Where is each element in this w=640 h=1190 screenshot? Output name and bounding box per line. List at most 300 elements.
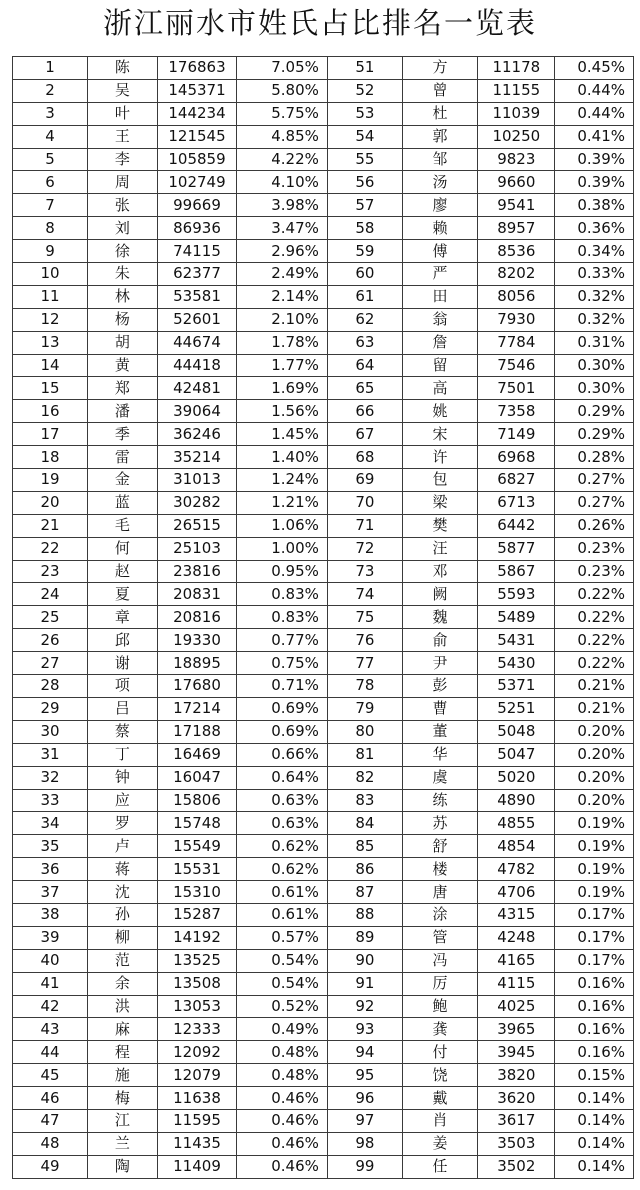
rank-cell: 24	[13, 583, 88, 606]
rank-cell: 64	[327, 354, 402, 377]
percentage-cell: 0.22%	[555, 606, 634, 629]
percentage-cell: 0.19%	[555, 812, 634, 835]
count-cell: 9823	[478, 148, 555, 171]
surname-cell: 冯	[403, 949, 478, 972]
percentage-cell: 0.83%	[237, 583, 328, 606]
rank-cell: 85	[327, 835, 402, 858]
surname-cell: 留	[403, 354, 478, 377]
percentage-cell: 0.44%	[555, 102, 634, 125]
count-cell: 14192	[157, 926, 237, 949]
surname-cell: 孙	[88, 903, 158, 926]
surname-cell: 梅	[88, 1087, 158, 1110]
percentage-cell: 0.48%	[237, 1041, 328, 1064]
table-row	[13, 469, 634, 492]
count-cell: 4315	[478, 903, 555, 926]
percentage-cell: 0.66%	[237, 743, 328, 766]
surname-cell: 邹	[403, 148, 478, 171]
rank-cell: 5	[13, 148, 88, 171]
percentage-cell: 0.54%	[237, 949, 328, 972]
surname-cell: 季	[88, 423, 158, 446]
count-cell: 15748	[157, 812, 237, 835]
count-cell: 3945	[478, 1041, 555, 1064]
surname-cell: 翁	[403, 308, 478, 331]
rank-cell: 97	[327, 1109, 402, 1132]
percentage-cell: 0.20%	[555, 720, 634, 743]
rank-cell: 20	[13, 491, 88, 514]
table-row	[13, 1018, 634, 1041]
count-cell: 11039	[478, 102, 555, 125]
surname-cell: 魏	[403, 606, 478, 629]
percentage-cell: 0.57%	[237, 926, 328, 949]
rank-cell: 47	[13, 1109, 88, 1132]
count-cell: 4890	[478, 789, 555, 812]
rank-cell: 57	[327, 194, 402, 217]
count-cell: 20816	[157, 606, 237, 629]
surname-cell: 饶	[403, 1064, 478, 1087]
percentage-cell: 0.19%	[555, 835, 634, 858]
rank-cell: 76	[327, 629, 402, 652]
surname-cell: 曹	[403, 697, 478, 720]
table-row	[13, 423, 634, 446]
table-row	[13, 972, 634, 995]
percentage-cell: 0.54%	[237, 972, 328, 995]
rank-cell: 90	[327, 949, 402, 972]
rank-cell: 98	[327, 1132, 402, 1155]
count-cell: 6827	[478, 469, 555, 492]
percentage-cell: 0.16%	[555, 1041, 634, 1064]
rank-cell: 15	[13, 377, 88, 400]
count-cell: 5431	[478, 629, 555, 652]
rank-cell: 22	[13, 537, 88, 560]
percentage-cell: 0.17%	[555, 949, 634, 972]
table-row	[13, 926, 634, 949]
rank-cell: 42	[13, 995, 88, 1018]
surname-cell: 麻	[88, 1018, 158, 1041]
table-row	[13, 995, 634, 1018]
percentage-cell: 0.33%	[555, 263, 634, 286]
surname-cell: 夏	[88, 583, 158, 606]
rank-cell: 31	[13, 743, 88, 766]
rank-cell: 25	[13, 606, 88, 629]
surname-cell: 蔡	[88, 720, 158, 743]
table-row	[13, 240, 634, 263]
surname-cell: 樊	[403, 514, 478, 537]
percentage-cell: 0.27%	[555, 491, 634, 514]
surname-cell: 付	[403, 1041, 478, 1064]
surname-cell: 洪	[88, 995, 158, 1018]
surname-cell: 毛	[88, 514, 158, 537]
count-cell: 7930	[478, 308, 555, 331]
rank-cell: 88	[327, 903, 402, 926]
count-cell: 11178	[478, 57, 555, 80]
count-cell: 5877	[478, 537, 555, 560]
percentage-cell: 0.17%	[555, 926, 634, 949]
rank-cell: 18	[13, 446, 88, 469]
rank-cell: 27	[13, 652, 88, 675]
percentage-cell: 0.39%	[555, 148, 634, 171]
rank-cell: 63	[327, 331, 402, 354]
percentage-cell: 1.21%	[237, 491, 328, 514]
rank-cell: 33	[13, 789, 88, 812]
count-cell: 23816	[157, 560, 237, 583]
count-cell: 9541	[478, 194, 555, 217]
percentage-cell: 0.20%	[555, 743, 634, 766]
rank-cell: 14	[13, 354, 88, 377]
surname-cell: 金	[88, 469, 158, 492]
table-body	[13, 57, 634, 1179]
rank-cell: 11	[13, 285, 88, 308]
surname-cell: 罗	[88, 812, 158, 835]
percentage-cell: 0.14%	[555, 1087, 634, 1110]
percentage-cell: 0.75%	[237, 652, 328, 675]
rank-cell: 35	[13, 835, 88, 858]
count-cell: 3620	[478, 1087, 555, 1110]
percentage-cell: 0.32%	[555, 285, 634, 308]
surname-cell: 高	[403, 377, 478, 400]
count-cell: 25103	[157, 537, 237, 560]
count-cell: 12333	[157, 1018, 237, 1041]
table-row	[13, 194, 634, 217]
count-cell: 6968	[478, 446, 555, 469]
table-row	[13, 57, 634, 80]
count-cell: 42481	[157, 377, 237, 400]
table-row	[13, 400, 634, 423]
rank-cell: 74	[327, 583, 402, 606]
count-cell: 7546	[478, 354, 555, 377]
percentage-cell: 2.49%	[237, 263, 328, 286]
table-row	[13, 171, 634, 194]
surname-cell: 汤	[403, 171, 478, 194]
rank-cell: 45	[13, 1064, 88, 1087]
percentage-cell: 1.06%	[237, 514, 328, 537]
rank-cell: 99	[327, 1155, 402, 1178]
percentage-cell: 3.98%	[237, 194, 328, 217]
surname-cell: 宋	[403, 423, 478, 446]
table-row	[13, 606, 634, 629]
rank-cell: 84	[327, 812, 402, 835]
count-cell: 105859	[157, 148, 237, 171]
table-row	[13, 629, 634, 652]
table-row	[13, 446, 634, 469]
count-cell: 15310	[157, 881, 237, 904]
rank-cell: 70	[327, 491, 402, 514]
percentage-cell: 0.95%	[237, 560, 328, 583]
count-cell: 26515	[157, 514, 237, 537]
rank-cell: 53	[327, 102, 402, 125]
rank-cell: 36	[13, 858, 88, 881]
percentage-cell: 0.14%	[555, 1132, 634, 1155]
percentage-cell: 0.15%	[555, 1064, 634, 1087]
table-row	[13, 125, 634, 148]
surname-cell: 兰	[88, 1132, 158, 1155]
rank-cell: 83	[327, 789, 402, 812]
surname-cell: 程	[88, 1041, 158, 1064]
percentage-cell: 0.48%	[237, 1064, 328, 1087]
surname-cell: 蒋	[88, 858, 158, 881]
percentage-cell: 0.71%	[237, 675, 328, 698]
count-cell: 5020	[478, 766, 555, 789]
table-row	[13, 812, 634, 835]
rank-cell: 7	[13, 194, 88, 217]
percentage-cell: 0.26%	[555, 514, 634, 537]
percentage-cell: 0.46%	[237, 1087, 328, 1110]
rank-cell: 61	[327, 285, 402, 308]
surname-cell: 陈	[88, 57, 158, 80]
count-cell: 15549	[157, 835, 237, 858]
rank-cell: 62	[327, 308, 402, 331]
surname-cell: 朱	[88, 263, 158, 286]
count-cell: 10250	[478, 125, 555, 148]
surname-cell: 郑	[88, 377, 158, 400]
rank-cell: 30	[13, 720, 88, 743]
surname-cell: 陶	[88, 1155, 158, 1178]
rank-cell: 58	[327, 217, 402, 240]
count-cell: 6442	[478, 514, 555, 537]
percentage-cell: 0.22%	[555, 629, 634, 652]
table-row	[13, 79, 634, 102]
count-cell: 176863	[157, 57, 237, 80]
surname-cell: 阙	[403, 583, 478, 606]
rank-cell: 2	[13, 79, 88, 102]
percentage-cell: 0.28%	[555, 446, 634, 469]
surname-cell: 邓	[403, 560, 478, 583]
surname-cell: 傅	[403, 240, 478, 263]
percentage-cell: 2.10%	[237, 308, 328, 331]
rank-cell: 60	[327, 263, 402, 286]
surname-cell: 刘	[88, 217, 158, 240]
count-cell: 5047	[478, 743, 555, 766]
surname-cell: 施	[88, 1064, 158, 1087]
count-cell: 17214	[157, 697, 237, 720]
percentage-cell: 1.45%	[237, 423, 328, 446]
count-cell: 3617	[478, 1109, 555, 1132]
rank-cell: 48	[13, 1132, 88, 1155]
surname-cell: 鲍	[403, 995, 478, 1018]
percentage-cell: 0.19%	[555, 858, 634, 881]
rank-cell: 10	[13, 263, 88, 286]
percentage-cell: 0.77%	[237, 629, 328, 652]
count-cell: 30282	[157, 491, 237, 514]
rank-cell: 71	[327, 514, 402, 537]
count-cell: 4706	[478, 881, 555, 904]
table-row	[13, 263, 634, 286]
surname-cell: 丁	[88, 743, 158, 766]
percentage-cell: 3.47%	[237, 217, 328, 240]
count-cell: 5489	[478, 606, 555, 629]
percentage-cell: 0.46%	[237, 1132, 328, 1155]
surname-cell: 蓝	[88, 491, 158, 514]
surname-cell: 钟	[88, 766, 158, 789]
percentage-cell: 5.80%	[237, 79, 328, 102]
rank-cell: 19	[13, 469, 88, 492]
table-row	[13, 1087, 634, 1110]
count-cell: 62377	[157, 263, 237, 286]
count-cell: 11435	[157, 1132, 237, 1155]
percentage-cell: 0.20%	[555, 766, 634, 789]
rank-cell: 93	[327, 1018, 402, 1041]
table-row	[13, 1155, 634, 1178]
percentage-cell: 0.30%	[555, 377, 634, 400]
percentage-cell: 1.77%	[237, 354, 328, 377]
rank-cell: 91	[327, 972, 402, 995]
surname-cell: 姚	[403, 400, 478, 423]
surname-cell: 戴	[403, 1087, 478, 1110]
surname-cell: 潘	[88, 400, 158, 423]
table-row	[13, 491, 634, 514]
rank-cell: 49	[13, 1155, 88, 1178]
count-cell: 13053	[157, 995, 237, 1018]
rank-cell: 41	[13, 972, 88, 995]
percentage-cell: 0.14%	[555, 1155, 634, 1178]
rank-cell: 1	[13, 57, 88, 80]
percentage-cell: 0.46%	[237, 1155, 328, 1178]
table-row	[13, 743, 634, 766]
count-cell: 5371	[478, 675, 555, 698]
count-cell: 44418	[157, 354, 237, 377]
rank-cell: 59	[327, 240, 402, 263]
percentage-cell: 0.16%	[555, 995, 634, 1018]
percentage-cell: 0.61%	[237, 881, 328, 904]
surname-cell: 董	[403, 720, 478, 743]
percentage-cell: 0.23%	[555, 537, 634, 560]
rank-cell: 65	[327, 377, 402, 400]
count-cell: 4854	[478, 835, 555, 858]
count-cell: 20831	[157, 583, 237, 606]
surname-cell: 林	[88, 285, 158, 308]
table-row	[13, 537, 634, 560]
surname-cell: 俞	[403, 629, 478, 652]
count-cell: 16047	[157, 766, 237, 789]
count-cell: 145371	[157, 79, 237, 102]
surname-cell: 柳	[88, 926, 158, 949]
count-cell: 7501	[478, 377, 555, 400]
percentage-cell: 1.78%	[237, 331, 328, 354]
table-row	[13, 354, 634, 377]
surname-cell: 雷	[88, 446, 158, 469]
rank-cell: 75	[327, 606, 402, 629]
count-cell: 13525	[157, 949, 237, 972]
surname-cell: 练	[403, 789, 478, 812]
table-row	[13, 789, 634, 812]
percentage-cell: 0.23%	[555, 560, 634, 583]
table-row	[13, 835, 634, 858]
table-row	[13, 949, 634, 972]
rank-cell: 8	[13, 217, 88, 240]
rank-cell: 43	[13, 1018, 88, 1041]
rank-cell: 26	[13, 629, 88, 652]
count-cell: 121545	[157, 125, 237, 148]
count-cell: 15531	[157, 858, 237, 881]
table-row	[13, 285, 634, 308]
percentage-cell: 0.83%	[237, 606, 328, 629]
table-row	[13, 1109, 634, 1132]
percentage-cell: 0.29%	[555, 400, 634, 423]
rank-cell: 56	[327, 171, 402, 194]
count-cell: 4248	[478, 926, 555, 949]
percentage-cell: 1.56%	[237, 400, 328, 423]
surname-cell: 范	[88, 949, 158, 972]
surname-cell: 彭	[403, 675, 478, 698]
count-cell: 4782	[478, 858, 555, 881]
table-row	[13, 1041, 634, 1064]
count-cell: 19330	[157, 629, 237, 652]
table-row	[13, 217, 634, 240]
surname-cell: 姜	[403, 1132, 478, 1155]
surname-cell: 黄	[88, 354, 158, 377]
count-cell: 8536	[478, 240, 555, 263]
percentage-cell: 0.32%	[555, 308, 634, 331]
count-cell: 13508	[157, 972, 237, 995]
percentage-cell: 0.22%	[555, 652, 634, 675]
percentage-cell: 0.62%	[237, 858, 328, 881]
percentage-cell: 0.52%	[237, 995, 328, 1018]
rank-cell: 55	[327, 148, 402, 171]
surname-cell: 唐	[403, 881, 478, 904]
count-cell: 31013	[157, 469, 237, 492]
rank-cell: 12	[13, 308, 88, 331]
surname-cell: 方	[403, 57, 478, 80]
surname-cell: 杨	[88, 308, 158, 331]
surname-cell: 王	[88, 125, 158, 148]
count-cell: 7149	[478, 423, 555, 446]
rank-cell: 38	[13, 903, 88, 926]
surname-ranking-table	[12, 56, 634, 1179]
percentage-cell: 4.10%	[237, 171, 328, 194]
rank-cell: 96	[327, 1087, 402, 1110]
table-row	[13, 1132, 634, 1155]
percentage-cell: 0.16%	[555, 972, 634, 995]
count-cell: 11595	[157, 1109, 237, 1132]
surname-cell: 梁	[403, 491, 478, 514]
table-row	[13, 377, 634, 400]
surname-cell: 赵	[88, 560, 158, 583]
page-title: 浙江丽水市姓氏占比排名一览表	[102, 6, 537, 40]
count-cell: 5867	[478, 560, 555, 583]
count-cell: 18895	[157, 652, 237, 675]
table-row	[13, 1064, 634, 1087]
surname-cell: 曾	[403, 79, 478, 102]
table-row	[13, 308, 634, 331]
rank-cell: 77	[327, 652, 402, 675]
surname-cell: 张	[88, 194, 158, 217]
surname-cell: 田	[403, 285, 478, 308]
count-cell: 3820	[478, 1064, 555, 1087]
rank-cell: 68	[327, 446, 402, 469]
count-cell: 44674	[157, 331, 237, 354]
count-cell: 74115	[157, 240, 237, 263]
surname-cell: 尹	[403, 652, 478, 675]
surname-cell: 章	[88, 606, 158, 629]
surname-cell: 许	[403, 446, 478, 469]
rank-cell: 89	[327, 926, 402, 949]
rank-cell: 94	[327, 1041, 402, 1064]
table-row	[13, 903, 634, 926]
percentage-cell: 0.31%	[555, 331, 634, 354]
percentage-cell: 4.85%	[237, 125, 328, 148]
percentage-cell: 0.27%	[555, 469, 634, 492]
percentage-cell: 0.62%	[237, 835, 328, 858]
surname-cell: 卢	[88, 835, 158, 858]
count-cell: 4025	[478, 995, 555, 1018]
surname-cell: 应	[88, 789, 158, 812]
count-cell: 4115	[478, 972, 555, 995]
percentage-cell: 0.39%	[555, 171, 634, 194]
percentage-cell: 0.63%	[237, 789, 328, 812]
percentage-cell: 0.21%	[555, 697, 634, 720]
count-cell: 8056	[478, 285, 555, 308]
rank-cell: 34	[13, 812, 88, 835]
percentage-cell: 0.38%	[555, 194, 634, 217]
